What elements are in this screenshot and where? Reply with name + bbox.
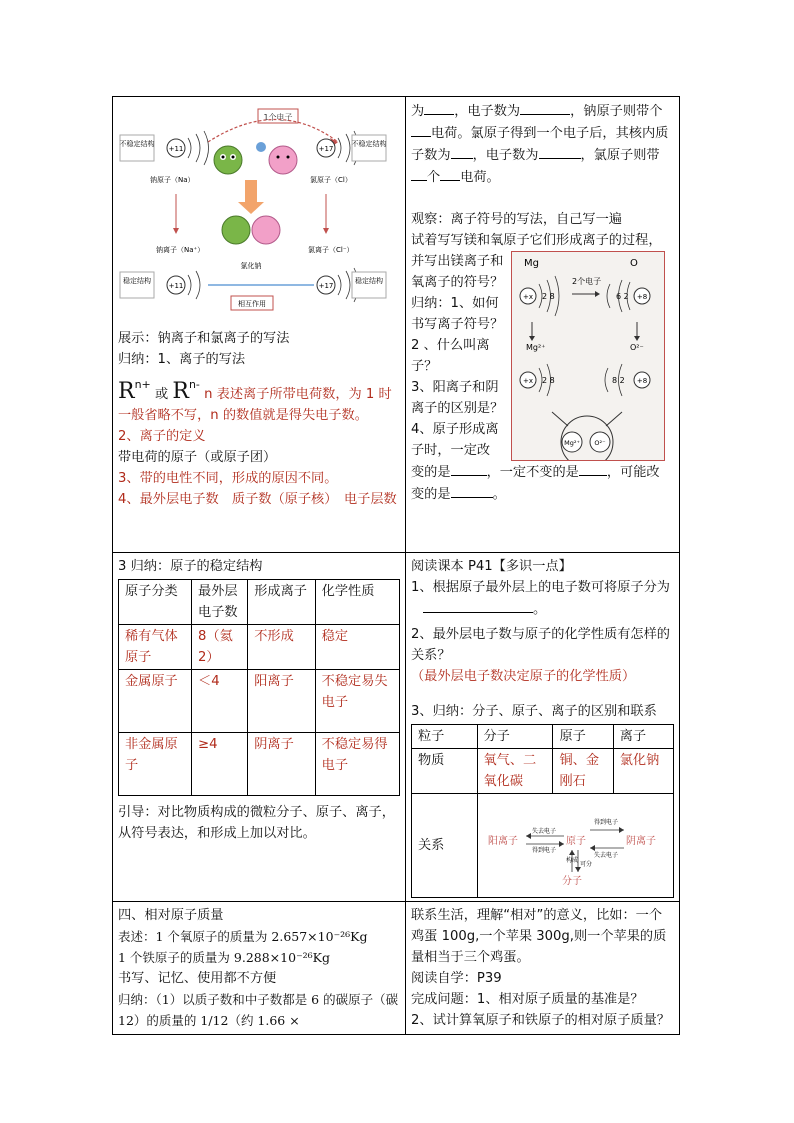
point-4: 4、最外层电子数 质子数（原子核） 电子层数 [118, 492, 397, 507]
mg-ion-label: Mg²⁺ [526, 343, 546, 352]
mg-label: Mg [524, 258, 539, 269]
observe-text: 观察：离子符号的写法，自己写一遍 [411, 212, 622, 227]
question-5: 4、原子形成离子时，一定改 [411, 422, 499, 458]
table-row [119, 625, 400, 670]
header-cell: 原子分类 [119, 580, 192, 625]
table-row [412, 794, 674, 898]
guide-text: 引导：对比物质构成的微粒分子、原子、离子，从符号表达，和形成上加以对比。 [118, 805, 395, 841]
question-baseline: 完成问题：1、相对原子质量的基准是？ [411, 992, 644, 1007]
table-cell: ＜4 [192, 670, 248, 733]
question-1: 并写出镁离子和氧离子的符号？ [411, 254, 504, 290]
table-header-row [119, 580, 400, 625]
r-symbol-2: R [172, 379, 189, 404]
cell-relative-understanding [406, 902, 680, 1035]
charge-positive: n+ [134, 378, 151, 391]
table-cell: 稀有气体原子 [119, 625, 192, 670]
cell-relative-mass [113, 902, 406, 1035]
table-cell: 稳定 [315, 625, 399, 670]
particle-table [411, 724, 674, 898]
unstable-label-right: 不稳定结构 [351, 140, 387, 148]
stable-label-left: 稳定结构 [123, 277, 151, 285]
cl-atom-label: 氯原子（Cl） [310, 176, 352, 184]
question-2: 归纳：1、如何书写离子符号？ [411, 296, 504, 332]
cl-ion-nucleus: +17 [318, 282, 334, 290]
question-3: 2 、什么叫离子？ [411, 338, 490, 374]
split-label: 可分 [579, 861, 592, 868]
table-row [412, 749, 674, 794]
o-ion-shells: 8 2 [612, 376, 625, 385]
cell-ion-writing [113, 97, 406, 553]
table-cell: 金属原子 [119, 670, 192, 733]
na-nucleus: +11 [168, 145, 184, 153]
blank-line-4: 变的是 。 [411, 483, 674, 505]
o-ion-bottom: O²⁻ [594, 439, 606, 447]
summary-1: 归纳：1、离子的写法 [118, 352, 246, 367]
or-text: 或 [154, 387, 169, 402]
question-relation: 2、最外层电子数与原子的化学性质有怎样的关系？ [411, 627, 670, 663]
life-example: 联系生活，理解“相对”的意义，比如：一个鸡蛋 100g,一个苹果 300g,则一个苹果的质量相当于三个鸡蛋。 [411, 908, 667, 965]
relative-mass-title: 四、相对原子质量 [118, 908, 224, 923]
cell-particle-comparison [406, 553, 680, 902]
cell-stable-structure [113, 553, 406, 902]
read-textbook: 阅读课本 P41【多识一点】 [411, 559, 572, 574]
mg-ion-nucleus: +x [522, 377, 534, 385]
definition-text: 归纳：（1）以质子数和中子数都是 6 的碳原子（碳 12）的质量的 1/12（约 1.66 × [118, 992, 399, 1028]
question-calculate: 2、试计算氧原子和铁原子的相对原子质量？ [411, 1013, 670, 1028]
lose-electron-right: 失去电子 [593, 852, 618, 859]
lesson-table [112, 96, 680, 1035]
mg-shells: 2 8 [542, 292, 555, 301]
ion-definition-title: 2、离子的定义 [118, 429, 206, 444]
table-header-row [412, 725, 674, 749]
compose-label: 构成 [565, 857, 578, 864]
question-classify: 1、根据原子最外层上的电子数可将原子分为。 [411, 580, 670, 617]
table-cell: 阳离子 [248, 670, 315, 733]
lose-electron-left: 失去电子 [531, 828, 556, 835]
table-cell: 8（氦2） [192, 625, 248, 670]
one-electron-label: 1个电子 [263, 113, 293, 122]
ion-notation [118, 374, 400, 426]
header-cell: 分子 [477, 725, 553, 749]
point-3: 3、带的电性不同，形成的原因不同。 [118, 471, 338, 486]
mg-ion-bottom: Mg²⁺ [564, 439, 580, 447]
mg-nucleus: +x [522, 293, 534, 301]
table-cell: 铜、金刚石 [553, 749, 613, 794]
iron-mass: 1 个铁原子的质量为 9.288×10⁻²⁶Kg [118, 950, 331, 965]
summary-3: 3、归纳：分子、原子、离子的区别和联系 [411, 704, 657, 719]
inconvenient-text: 书写、记忆、使用都不方便 [118, 971, 277, 986]
gain-electron-left: 得到电子 [531, 847, 556, 854]
o-shells: 6 2 [616, 292, 629, 301]
gain-electron-right: 得到电子 [593, 819, 618, 826]
header-cell: 最外层电子数 [192, 580, 248, 625]
cation-label: 阳离子 [487, 836, 518, 847]
table-row [119, 733, 400, 796]
stable-label-right: 稳定结构 [355, 277, 383, 285]
header-cell: 形成离子 [248, 580, 315, 625]
blank-line-2: 电荷。氯原子得到一个电子后，其核内质子数为 ，电子数为 ，氯原子则带个 电荷。 [411, 122, 674, 188]
table-cell: 氯化钠 [613, 749, 673, 794]
ion-definition-body: 带电荷的原子（或原子团） [118, 450, 277, 465]
charge-explanation: n 表述离子所带电荷数，为 1 时一般省略不写，n 的数值就是得失电子数。 [118, 387, 392, 423]
oxygen-mass: 表述：1 个氧原子的质量为 2.657×10⁻²⁶Kg [118, 929, 368, 944]
table-cell: 不稳定易得电子 [315, 733, 399, 796]
cl-ion-label: 氯离子（Cl⁻） [308, 246, 354, 254]
table-cell: 不稳定易失电子 [315, 670, 399, 733]
show-text: 展示：钠离子和氯离子的写法 [118, 331, 290, 346]
unstable-label-left: 不稳定结构 [119, 140, 155, 148]
nacl-label: 氯化钠 [240, 262, 262, 270]
atom-label: 原子 [565, 836, 586, 847]
cell-ion-questions [406, 97, 680, 553]
table-cell: ≥4 [192, 733, 248, 796]
blank-line-3: 变的是 ，一定不变的是 ，可能改 [411, 461, 674, 483]
relation-diagram-cell [477, 794, 674, 898]
header-cell: 粒子 [412, 725, 478, 749]
r-symbol-1: R [118, 379, 135, 404]
header-cell: 原子 [553, 725, 613, 749]
blank-line-1: 为 ，电子数为 ，钠原子则带个 [411, 100, 674, 122]
cl-nucleus: +17 [318, 145, 334, 153]
anion-label: 阴离子 [625, 836, 656, 847]
o-label: O [630, 258, 638, 269]
table-cell: 阴离子 [248, 733, 315, 796]
relation-diagram [480, 796, 676, 888]
try-text: 试着写写镁和氧原子它们形成离子的过程， [411, 233, 662, 248]
self-study: 阅读自学：P39 [411, 971, 502, 986]
stable-structure-title: 3 归纳：原子的稳定结构 [118, 559, 263, 574]
relation-label: 关系 [412, 794, 478, 898]
interaction-label: 相互作用 [238, 300, 266, 308]
table-cell: 氧气、二氧化碳 [477, 749, 553, 794]
na-ion-label: 钠离子（Na⁺） [156, 246, 205, 254]
charge-negative: n- [188, 378, 200, 391]
o-ion-label: O²⁻ [630, 343, 644, 352]
header-cell: 化学性质 [315, 580, 399, 625]
mg-ion-shells: 2 8 [542, 376, 555, 385]
molecule-label: 分子 [561, 876, 582, 887]
table-cell: 非金属原子 [119, 733, 192, 796]
table-cell: 物质 [412, 749, 478, 794]
table-row [119, 670, 400, 733]
o-ion-nucleus: +8 [636, 377, 648, 385]
questions-and-figure [411, 251, 674, 461]
o-nucleus: +8 [636, 293, 648, 301]
sodium-chloride-figure [118, 102, 388, 328]
table-cell: 不形成 [248, 625, 315, 670]
na-ion-nucleus: +11 [168, 282, 184, 290]
question-4: 3、阳离子和阴离子的区别是？ [411, 380, 504, 416]
header-cell: 离子 [613, 725, 673, 749]
answer-relation: （最外层电子数决定原子的化学性质） [411, 669, 636, 684]
na-atom-label: 钠原子（Na） [150, 176, 195, 184]
two-electrons-label: 2个电子 [572, 277, 602, 286]
magnesium-oxygen-figure [511, 251, 665, 461]
stable-structure-table [118, 579, 400, 796]
